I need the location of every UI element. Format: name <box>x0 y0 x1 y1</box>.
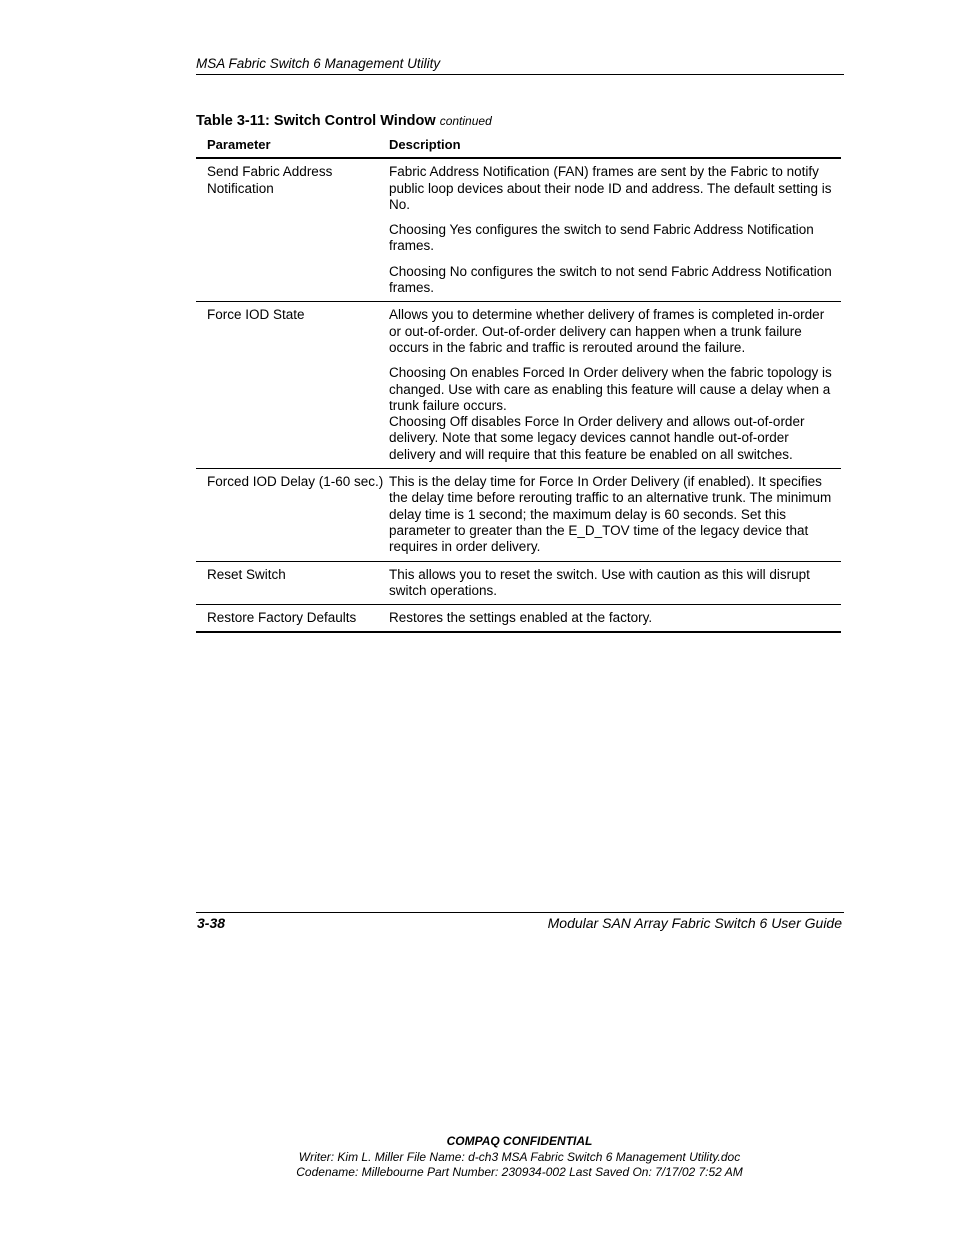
description-cell <box>389 469 841 561</box>
description-paragraph: This allows you to reset the switch. Use with caution as this will disrupt switch operations. <box>389 566 810 598</box>
parameter-cell: Send Fabric Address Notification <box>196 158 389 302</box>
running-header: MSA Fabric Switch 6 Management Utility <box>196 56 844 75</box>
description-cell <box>389 605 841 633</box>
parameter-cell: Reset Switch <box>196 561 389 605</box>
description-paragraph: Choosing Off disables Force In Order delivery and allows out-of-order delivery. Note that some legacy devices cannot handle out-of-order delivery and will require that this feature be enabled on all switches. <box>389 414 805 462</box>
table-caption-title: Table 3-11: Switch Control Window <box>196 113 436 129</box>
description-paragraph: Choosing Yes configures the switch to send Fabric Address Notification frames. <box>389 222 814 254</box>
table-row <box>196 158 841 302</box>
description-paragraph: This is the delay time for Force In Order Delivery (if enabled). It specifies the delay time before rerouting traffic to an alternative trunk. The minimum delay time is 1 second; the maximum delay is 60 seconds. Set this parameter to greater than the E_D_TOV time of the legacy device that requires in order delivery. <box>389 474 832 555</box>
description-paragraph: Choosing On enables Forced In Order delivery when the fabric topology is changed. Use with care as enabling this feature will cause a delay when a trunk failure occurs. <box>389 365 832 413</box>
confidential-codename-line: Codename: Millebourne Part Number: 230934-002 Last Saved On: 7/17/02 7:52 AM <box>296 1165 743 1179</box>
description-paragraph: Fabric Address Notification (FAN) frames are sent by the Fabric to notify public loop devices about their node ID and address. The default setting is No. <box>389 164 832 212</box>
switch-control-table <box>196 135 841 633</box>
parameter-cell: Force IOD State <box>196 302 389 469</box>
description-paragraph: Choosing No configures the switch to not send Fabric Address Notification frames. <box>389 263 832 296</box>
confidential-title: COMPAQ CONFIDENTIAL <box>446 1134 593 1148</box>
column-header-parameter: Parameter <box>196 135 389 158</box>
parameter-cell: Restore Factory Defaults <box>196 605 389 633</box>
table-row <box>196 561 841 605</box>
table-caption <box>196 113 492 129</box>
table-row <box>196 469 841 561</box>
table-row <box>196 302 841 469</box>
column-header-description: Description <box>389 135 841 158</box>
footer-rule <box>196 912 844 913</box>
confidential-writer-line: Writer: Kim L. Miller File Name: d-ch3 MSA Fabric Switch 6 Management Utility.doc <box>298 1150 741 1164</box>
table-header-row <box>196 135 841 158</box>
description-paragraph: Allows you to determine whether delivery of frames is completed in-order or out-of-order. Out-of-order delivery can happen when a trunk failure occurs in the fabric and traffic is rerouted around the failure. <box>389 307 825 355</box>
description-cell <box>389 158 841 302</box>
page-number: 3-38 <box>197 915 226 931</box>
description-cell <box>389 561 841 605</box>
book-title: Modular SAN Array Fabric Switch 6 User Guide <box>547 915 842 931</box>
description-cell <box>389 302 841 469</box>
description-paragraph: Restores the settings enabled at the factory. <box>389 610 653 626</box>
parameter-cell: Forced IOD Delay (1-60 sec.) <box>196 469 389 561</box>
table-caption-continued: continued <box>439 114 492 128</box>
table-row <box>196 605 841 633</box>
